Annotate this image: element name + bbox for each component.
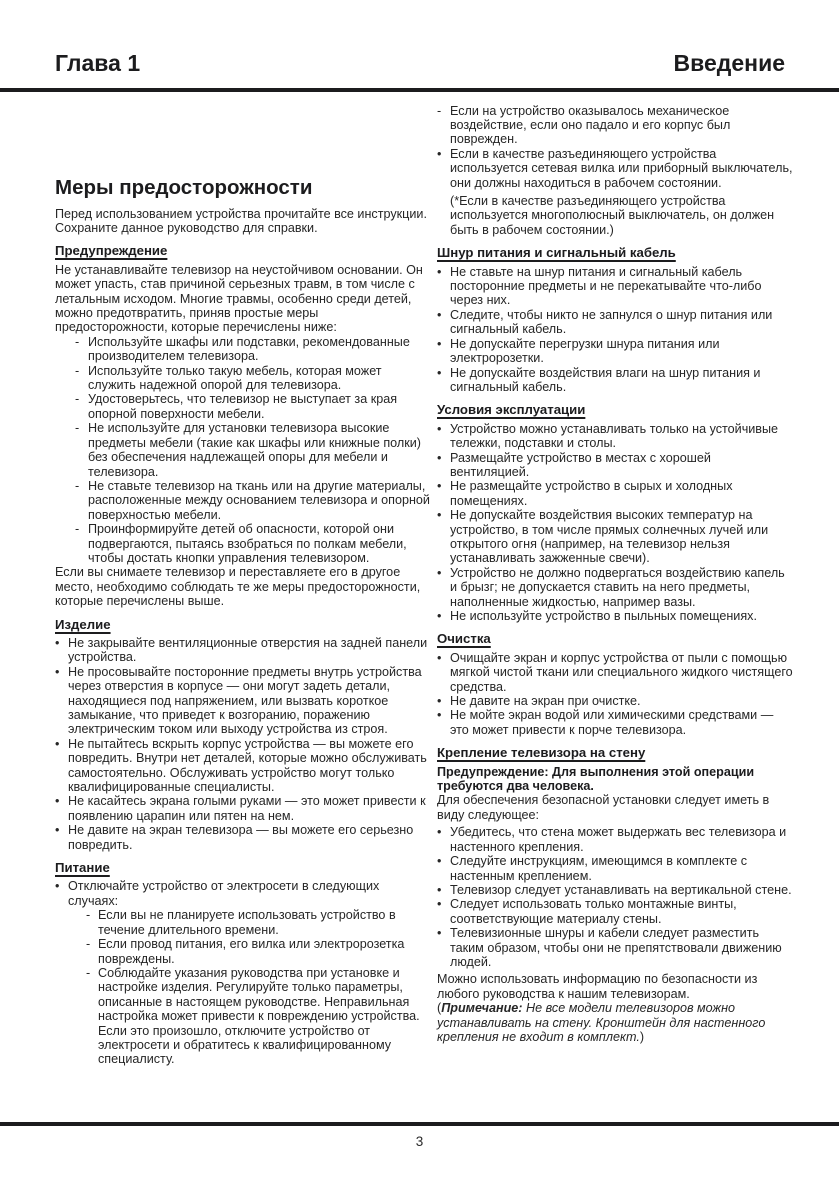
list-item (437, 366, 793, 395)
list-item-text: Используйте шкафы или подставки, рекомендованные производителем телевизора. (88, 334, 410, 364)
list-marker: - (75, 363, 80, 378)
list-item-text: Не ставьте телевизор на ткань или на другие материалы, расположенные между основанием телевизора и опорной поверхностью мебели. (88, 478, 430, 522)
list-item-text: Не допускайте перегрузки шнура питания или электророзетки. (450, 336, 720, 366)
list-item-text: Следуйте инструкциям, имеющимся в комплекте с настенным креплением. (450, 854, 747, 883)
list-marker: • (437, 565, 442, 580)
section-heading: Предупреждение (55, 243, 168, 259)
list-item (437, 694, 793, 708)
list-item (75, 522, 431, 565)
list-item (437, 926, 793, 969)
footer-rule (0, 1122, 839, 1126)
list-item-text: Устройство можно устанавливать только на устойчивые тележки, подставки и столы. (450, 421, 779, 451)
list-marker: • (437, 421, 442, 436)
list-item (437, 308, 793, 337)
paragraph: Не устанавливайте телевизор на неустойчивом основании. Он может упасть, став причиной серьезных травм, в том числе с летальным исходом. Многие травмы, особенно среди детей, можно предотвратить, приняв простые меры предосторожности, которые перечислены ниже: (55, 262, 423, 335)
list-item (437, 708, 793, 737)
list-item (437, 566, 793, 609)
list-item (437, 897, 793, 926)
list-marker: • (437, 307, 442, 322)
list-marker: • (437, 365, 442, 380)
list-item (75, 335, 431, 364)
page-header (0, 0, 839, 78)
section-heading: Крепление телевизора на стену (437, 745, 646, 761)
list-marker: • (437, 708, 442, 723)
list-item (75, 421, 431, 479)
list-item-text: Следует использовать только монтажные винты, соответствующие материалу стены. (450, 897, 737, 926)
right-column (437, 104, 793, 1070)
list (437, 825, 793, 969)
list-marker: - (75, 334, 80, 349)
list-item (55, 823, 431, 852)
list-item-text: Если в качестве разъединяющего устройства используется сетевая вилка или приборный выключатель, они должны находиться в рабочем состоянии. (450, 146, 793, 190)
list-item-text: Устройство не должно подвергаться воздействию капель и брызг; не допускается ставить на него предметы, наполненные жидкостью, например вазы. (450, 565, 785, 609)
list (437, 422, 793, 624)
list-marker: - (86, 965, 91, 980)
list-item (75, 392, 431, 421)
list (437, 104, 793, 190)
list (437, 265, 793, 395)
list-item (437, 854, 793, 883)
list-item (75, 364, 431, 393)
list-marker: • (437, 825, 442, 840)
list-marker: - (86, 908, 91, 923)
note-run: Примечание: (441, 1001, 523, 1016)
chapter-title: Введение (673, 50, 785, 76)
list-item-text: Отключайте устройство от электросети в следующих случаях: (68, 879, 380, 908)
list-marker: • (437, 882, 442, 897)
section-heading: Шнур питания и сигнальный кабель (437, 245, 676, 261)
list-marker: • (55, 879, 60, 894)
list-item (437, 337, 793, 366)
list-marker: • (437, 336, 442, 351)
list-marker: - (75, 392, 80, 407)
list-item-text: Используйте только такую мебель, которая может служить надежной опорой для телевизора. (88, 363, 382, 393)
list-item-text: Удостоверьтесь, что телевизор не выступает за края опорной поверхности мебели. (88, 392, 398, 421)
sub-list-item (55, 937, 431, 966)
paragraph: Для обеспечения безопасной установки следует иметь в виду следующее: (437, 793, 770, 822)
section-heading: Условия эксплуатации (437, 402, 586, 418)
list-item (437, 422, 793, 451)
list-item (55, 794, 431, 823)
note-paragraph (437, 1001, 793, 1044)
list-item-text: Проинформируйте детей об опасности, которой они подвергаются, пытаясь взобраться по полкам мебели, чтобы достать кнопки управления телевизором. (88, 522, 407, 565)
list-item-text: Не используйте устройство в пыльных помещениях. (450, 609, 757, 623)
list-marker: • (437, 926, 442, 941)
list-item-text: Соблюдайте указания руководства при установке и настройке изделия. Регулируйте только параметры, описанные в настоящем руководстве. Неправильная настройка может привести к повреждению устройства. Если это произошло, отключите устройство от электросети и обратитесь к квалифицированному специалисту. (98, 965, 420, 1067)
chapter-label: Глава 1 (55, 50, 141, 76)
page-content (0, 92, 839, 1070)
list-item-text: Если провод питания, его вилка или электророзетка повреждены. (98, 937, 405, 966)
list-marker: • (437, 609, 442, 623)
paragraph: Если вы снимаете телевизор и переставляете его в другое место, необходимо соблюдать те же меры предосторожности, которые перечислены выше. (55, 565, 421, 609)
list-item-text: Телевизор следует устанавливать на вертикальной стене. (450, 882, 792, 897)
list-marker: • (55, 664, 60, 679)
list-item (437, 451, 793, 480)
list-item-text: Не пытайтесь вскрыть корпус устройства — вы можете его повредить. Внутри нет деталей, которые можно обслуживать самостоятельно. Обслуживать устройство могут только квалифицированные специалисты. (68, 736, 427, 795)
list-marker: • (437, 854, 442, 869)
list-item-text: Телевизионные шнуры и кабели следует разместить таким образом, чтобы они не препятствовали движению людей. (450, 926, 782, 969)
list-item-text: Размещайте устройство в местах с хорошей вентиляцией. (450, 450, 711, 479)
list-item-text: Не ставьте на шнур питания и сигнальный кабель посторонние предметы и не перекатывайте что-либо через них. (450, 264, 762, 308)
list-item-text: Если вы не планируете использовать устройство в течение длительного времени. (98, 908, 396, 937)
list-marker: • (437, 450, 442, 465)
list-marker: - (75, 421, 80, 436)
list-marker: - (437, 103, 442, 118)
left-column (55, 104, 431, 1070)
list-item-text: Не используйте для установки телевизора высокие предметы мебели (такие как шкафы или книжные полки) без обеспечения надлежащей опоры для мебели и телевизора. (88, 421, 421, 479)
section-title: Меры предосторожности (55, 175, 313, 199)
list-item-text: Не давите на экран телевизора — вы можете его серьезно повредить. (68, 823, 414, 852)
list-item-text: Убедитесь, что стена может выдержать вес телевизора и настенного крепления. (450, 825, 787, 854)
list-item (55, 879, 431, 908)
sub-list-item (55, 908, 431, 937)
list-marker: • (437, 146, 442, 161)
list-item (437, 883, 793, 897)
paragraph: Предупреждение: Для выполнения этой операции требуются два человека. (437, 764, 755, 794)
list-item (55, 665, 431, 737)
paragraph: Перед использованием устройства прочитайте все инструкции. Сохраните данное руководство для справки. (55, 206, 427, 235)
section-heading: Очистка (437, 631, 491, 647)
list (55, 335, 431, 566)
section-heading: Питание (55, 860, 110, 876)
note-run: ) (639, 1029, 645, 1044)
list (437, 651, 793, 737)
paragraph: Можно использовать информацию по безопасности из любого руководства к нашим телевизорам. (437, 972, 758, 1001)
list-item (437, 609, 793, 623)
list-item-text: Не закрывайте вентиляционные отверстия на задней панели устройства. (68, 635, 428, 665)
list-item (437, 104, 793, 147)
list-item-text: Не допускайте воздействия влаги на шнур питания и сигнальный кабель. (450, 365, 761, 394)
list-item (437, 479, 793, 508)
list-marker: • (437, 479, 442, 494)
list-item (75, 479, 431, 522)
list-item-text: Если на устройство оказывалось механическое воздействие, если оно падало и его корпус был поврежден. (450, 103, 731, 147)
section-heading: Изделие (55, 616, 111, 632)
list-marker: - (75, 522, 80, 537)
note-run: Не все модели телевизоров можно устанавливать на стену. Кронштейн для настенного крепления не входит в комплект. (437, 1001, 766, 1044)
list-marker: • (437, 264, 442, 279)
list-marker: • (437, 897, 442, 912)
sub-list-item (55, 966, 431, 1067)
list-marker: - (75, 478, 80, 493)
list-item-text: Не давите на экран при очистке. (450, 694, 641, 709)
list-marker: • (55, 635, 60, 650)
list-item-text: Не размещайте устройство в сырых и холодных помещениях. (450, 479, 733, 508)
list-item (437, 651, 793, 694)
list-marker: • (55, 794, 60, 809)
list-item-text: Не мойте экран водой или химическими средствами — это может привести к порче телевизора. (450, 708, 774, 737)
list-item-text: Следите, чтобы никто не запнулся о шнур питания или сигнальный кабель. (450, 307, 773, 337)
list-item (437, 508, 793, 566)
list-item (55, 636, 431, 665)
list-marker: • (437, 508, 442, 523)
page-number: 3 (415, 1134, 424, 1149)
list-item-text: Не касайтесь экрана голыми руками — это может привести к появлению царапин или пятен на нем. (68, 794, 426, 823)
list-marker: • (55, 823, 60, 838)
note-run: ( (437, 1001, 442, 1016)
list-item-text: Очищайте экран и корпус устройства от пыли с помощью мягкой чистой ткани или специального жидкого чистящего средства. (450, 650, 793, 694)
list-item (437, 265, 793, 308)
list-item (55, 737, 431, 795)
list-marker: • (437, 650, 442, 665)
list-marker: • (437, 694, 442, 709)
list-marker: • (55, 736, 60, 751)
paragraph: (*Если в качестве разъединяющего устройства используется многополюсный выключатель, он должен быть в рабочем состоянии.) (450, 194, 775, 237)
list-item (437, 147, 793, 190)
list (55, 879, 431, 1066)
list-item (437, 825, 793, 854)
list-item-text: Не допускайте воздействия высоких температур на устройство, в том числе прямых солнечных лучей или открытого огня (например, на телевизор нельзя устанавливать зажженные свечи). (450, 508, 769, 566)
list-marker: - (86, 937, 91, 952)
list (55, 636, 431, 852)
list-item-text: Не просовывайте посторонние предметы внутрь устройства через отверстия в корпусе — они могут задеть детали, находящиеся под напряжением, или вызвать короткое замыкание, что приведет к возгоранию, поражению электрическим током или выходу устройства из строя. (68, 664, 422, 737)
